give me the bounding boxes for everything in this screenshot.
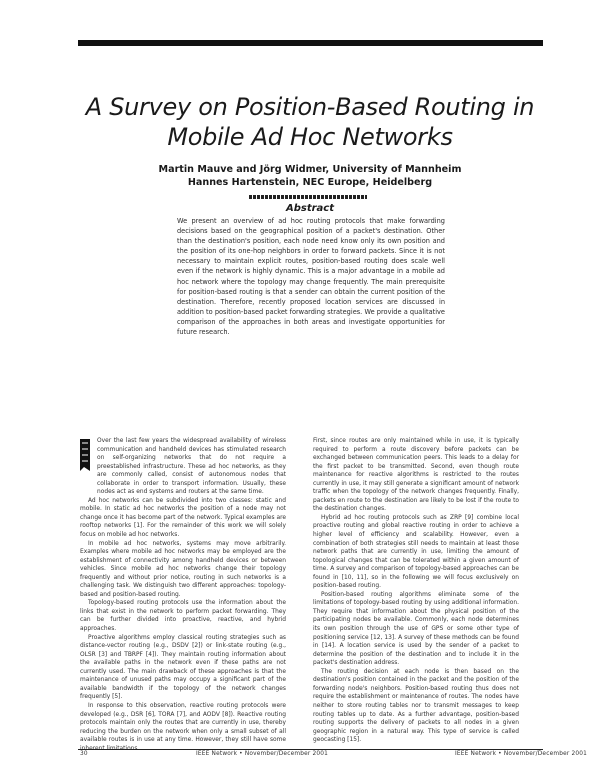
abstract-text: We present an overview of ad hoc routing protocols that make forwarding decisions based on the geographical position of a packet's destination. Other than the destination's position, each node need know only its own position and the position of its one-hop neighbors in order to forward packets. Since it is not necessary to maintain explicit routes, position-based routing does scale well even if the network is highly dynamic. This is a major advantage in a mobile ad hoc network where the topology may change frequently. The main prerequisite for position-based routing is that a sender can obtain the current position of the destination. Therefore, recently proposed location services are discussed in addition to position-based packet forwarding strategies. We provide a qualitative comparison of the approaches in both areas and investigate opportunities for future research.	[177, 217, 445, 337]
title-line-2: Mobile Ad Hoc Networks	[167, 123, 453, 151]
title-line-1: A Survey on Position-Based Routing in	[85, 93, 535, 121]
body-column-left	[80, 437, 286, 753]
abstract-heading: Abstract	[285, 203, 335, 214]
paper-title	[70, 92, 550, 152]
paragraph: Over the last few years the widespread availability of wireless communication and handheld devices has stimulated research on self-organizing networks that do not require a preestablished infrastructure. These ad hoc networks, as they are commonly called, consist of autonomous nodes that collaborate in order to transport information. Usually, these nodes act as end systems and routers at the same time.	[97, 438, 286, 496]
footer-journal-right: IEEE Network • November/December 2001	[455, 751, 588, 757]
paragraph: In mobile ad hoc networks, systems may move arbitrarily. Examples where mobile ad hoc networks may be employed are the establishment of connectivity among handheld devices or between vehicles. Since mobile ad hoc networks change their topology frequently and without prior notice, routing in such networks is a challenging task. We distinguish two different approaches: topology-based and position-based routing.	[80, 540, 286, 598]
paragraph: Position-based routing algorithms eliminate some of the limitations of topology-based routing by using additional information. They require that information about the physical position of the participating nodes be available. Commonly, each node determines its own position through the use of GPS or some other type of positioning service [12, 13]. A survey of these methods can be found in [14]. A location service is used by the sender of a packet to determine the position of the destination and to include it in the packet's destination address.	[313, 591, 519, 667]
author-block	[140, 163, 480, 189]
paragraph: Hybrid ad hoc routing protocols such as ZRP [9] combine local proactive routing and global reactive routing in order to achieve a higher level of efficiency and scalability. However, even a combination of both strategies still needs to maintain at least those network paths that are currently in use, limiting the amount of topological changes that can be tolerated within a given amount of time. A survey and comparison of topology-based approaches can be found in [10, 11], so in the following we will focus exclusively on position-based routing.	[313, 514, 519, 590]
paragraph: In response to this observation, reactive routing protocols were developed (e.g., DSR [6], TORA [7], and AODV [8]). Reactive routing protocols maintain only the routes that are currently in use, thereby reducing the burden on the network when only a small subset of all available routes is in use at any time. However, they still have some	[80, 702, 286, 744]
authors-line-2: Hannes Hartenstein, NEC Europe, Heidelberg	[187, 177, 433, 188]
authors-line-1: Martin Mauve and Jörg Widmer, University of Mannheim	[158, 164, 462, 175]
footer-rule	[78, 749, 543, 750]
top-rule	[78, 40, 543, 46]
paragraph: Proactive algorithms employ classical routing strategies such as distance-vector routing (e.g., DSDV [2]) or link-state routing (e.g., OLSR [3] and TBRPF [4]). They maintain routing information about the available paths in the network even if these paths are not currently used. The main drawback of these approaches is that the maintenance of unused paths may occupy a significant part of the available bandwidth if the topology of the network changes frequently [5].	[80, 634, 286, 701]
page-number: 30	[80, 751, 88, 757]
paragraph: The routing decision at each node is then based on the destination's position contained in the packet and the position of the forwarding node's neighbors. Position-based routing thus does not require the establishment or maintenance of routes. The nodes have neither to store routing tables nor to transmit messages to keep routing tables up to date. As a further advantage, position-based routing supports the delivery of packets to all nodes in a given geographic region in a natural way. This type of service is called geocasting [15].	[313, 668, 519, 744]
paragraph: Topology-based routing protocols use the information about the links that exist in the network to perform packet forwarding. They can be further divided into proactive, reactive, and hybrid approaches.	[80, 600, 286, 633]
paragraph: Ad hoc networks can be subdivided into two classes: static and mobile. In static ad hoc networks the position of a node may not change once it has become part of the network. Typical examples are rooftop networks [1]. For the remainder of this work we will solely focus on mobile ad hoc networks.	[80, 497, 286, 539]
paragraph: First, since routes are only maintained while in use, it is typically required to perform a route discovery before packets can be exchanged between communication peers. This leads to a delay for the first packet to be transmitted. Second, even though route maintenance for reactive algorithms is restricted to the routes currently in use, it may still generate a significant amount of network traffic when the topology of the network changes frequently. Finally, packets en route to the destination are likely to be lost if the route to the destination changes.	[313, 438, 519, 513]
abstract-divider	[249, 195, 367, 199]
footer-journal-left: IEEE Network • November/December 2001	[196, 751, 329, 757]
body-column-right	[313, 437, 519, 745]
